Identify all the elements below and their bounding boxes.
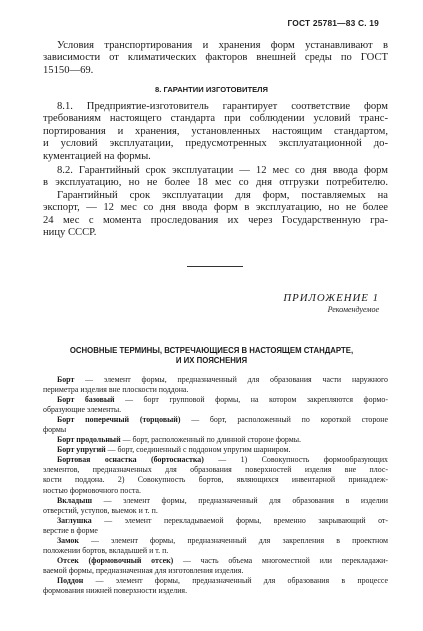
- term-definition: формы: [43, 425, 67, 435]
- terms-list: [43, 375, 388, 596]
- appendix-heading: [283, 292, 379, 314]
- term-line: [43, 566, 388, 576]
- term-line: [43, 385, 388, 395]
- term-definition: — 1) Совокупность формообразующих: [203, 455, 388, 465]
- term-name: Замок: [57, 535, 79, 545]
- term-definition: ваемой формы, предназначенная для изготовления изделия.: [43, 565, 244, 575]
- term-line: [43, 586, 388, 596]
- text-line: зависимости от климатических факторов внешней среды по ГОСТ: [43, 52, 388, 64]
- paragraph-8-2: [43, 165, 388, 239]
- term-line: [43, 415, 388, 425]
- text-line: и условий эксплуатации, предусмотренных эксплуатационной до-: [43, 138, 388, 150]
- term-line: [43, 435, 388, 445]
- term-line: [43, 526, 388, 536]
- appendix-status: Рекомендуемое: [327, 305, 379, 314]
- term-definition: — борт, расположенный по короткой стороне: [180, 415, 388, 425]
- term-line: [43, 576, 388, 586]
- text-line: кументацией на формы.: [43, 150, 151, 162]
- text-line: Условия транспортирования и хранения форм устанавливают в: [57, 40, 388, 51]
- term-line: [43, 546, 388, 556]
- appendix-label: ПРИЛОЖЕНИЕ 1: [283, 292, 379, 304]
- text-line: 8.2. Гарантийный срок эксплуатации — 12 мес со дня ввода форм: [57, 165, 388, 176]
- term-name: Борт базовый: [57, 395, 115, 405]
- term-name: Вкладыш: [57, 495, 92, 505]
- term-name: Отсек (формовочный отсек): [57, 555, 174, 565]
- term-line: [43, 486, 388, 496]
- term-definition: элементов, предназначенных для образования поверхностей изделия вне плос-: [43, 465, 388, 475]
- term-name: Борт упругий: [57, 445, 106, 455]
- term-definition: образующие элементы.: [43, 405, 122, 415]
- term-line: [43, 405, 388, 415]
- term-line: [43, 395, 388, 405]
- term-definition: — борт, соединенный с поддоном упругим шарниром.: [105, 445, 291, 455]
- appendix-title: [0, 346, 423, 366]
- text-line: 8.1. Предприятие-изготовитель гарантирует соответствие форм: [57, 101, 388, 112]
- term-definition: — часть объема многоместной или перекладажи-: [173, 555, 389, 565]
- term-name: Борт продольный: [57, 435, 121, 445]
- term-definition: положении бортов, вкладышей и т. п.: [43, 545, 169, 555]
- term-name: Борт: [57, 375, 75, 384]
- term-definition: периметра изделия вне плоскости поддона.: [43, 385, 189, 395]
- section-title: 8. ГАРАНТИИ ИЗГОТОВИТЕЛЯ: [155, 85, 268, 94]
- text-line: требованиям настоящего стандарта при соблюдении условий транс-: [43, 113, 388, 125]
- text-line: ницу СССР.: [43, 227, 97, 239]
- page-header: ГОСТ 25781—83 С. 19: [287, 18, 379, 28]
- term-line: [43, 516, 388, 526]
- term-definition: — элемент формы, предназначенный для образования части наружного: [74, 375, 388, 384]
- text-line: 15150—69.: [43, 64, 94, 76]
- term-definition: верстие в форме: [43, 525, 98, 535]
- term-line: [43, 445, 388, 455]
- term-line: [43, 465, 388, 475]
- paragraph-8-1: [43, 101, 388, 163]
- term-line: [43, 375, 388, 385]
- title-line: И ИХ ПОЯСНЕНИЯ: [175, 356, 248, 365]
- term-definition: — элемент формы, предназначенный для образования в процессе: [83, 575, 388, 585]
- term-definition: кости поддона. 2) Совокупность бортов, являющихся инвентарной принадлеж-: [43, 475, 388, 485]
- text-line: 24 мес с момента проследования их через Государственную гра-: [43, 214, 388, 226]
- term-definition: — элемент формы, предназначенный для закрепления в проектном: [78, 535, 388, 545]
- text-line: портирования и хранения, установленных настоящим стандартом,: [43, 125, 388, 137]
- term-definition: — борт групповой формы, на котором закрепляются формо-: [114, 395, 388, 405]
- term-definition: отверстий, уступов, выемок и т. п.: [43, 505, 158, 515]
- term-name: Бортовая оснастка (бортоснастка): [57, 455, 204, 465]
- term-line: [43, 425, 388, 435]
- term-name: Борт поперечный (торцовый): [57, 415, 181, 425]
- text-line: экспорт, — 12 мес со дня ввода форм в эксплуатацию, но не более: [43, 202, 388, 214]
- term-definition: — элемент перекладываемой формы, временно закрывающий от-: [91, 515, 388, 525]
- term-name: Заглушка: [57, 515, 92, 525]
- separator-line: [187, 266, 243, 267]
- text-line: в эксплуатацию, но не более 18 мес со дня отгрузки потребителю.: [43, 177, 388, 189]
- term-definition: формования нижней поверхности изделия.: [43, 585, 188, 595]
- term-definition: — элемент формы, предназначенный для образования в изделии: [92, 495, 388, 505]
- term-line: [43, 536, 388, 546]
- term-line: [43, 455, 388, 465]
- term-line: [43, 506, 388, 516]
- term-name: Поддон: [57, 575, 84, 585]
- term-line: [43, 556, 388, 566]
- term-line: [43, 475, 388, 485]
- term-definition: — борт, расположенный по длинной стороне формы.: [120, 435, 302, 445]
- text-line: Гарантийный срок эксплуатации для форм, поставляемых на: [57, 189, 388, 201]
- term-definition: ностью формовочного поста.: [43, 485, 141, 495]
- term-line: [43, 496, 388, 506]
- title-line: ОСНОВНЫЕ ТЕРМИНЫ, ВСТРЕЧАЮЩИЕСЯ В НАСТОЯЩЕМ СТАНДАРТЕ,: [69, 346, 354, 355]
- intro-paragraph: [43, 40, 388, 77]
